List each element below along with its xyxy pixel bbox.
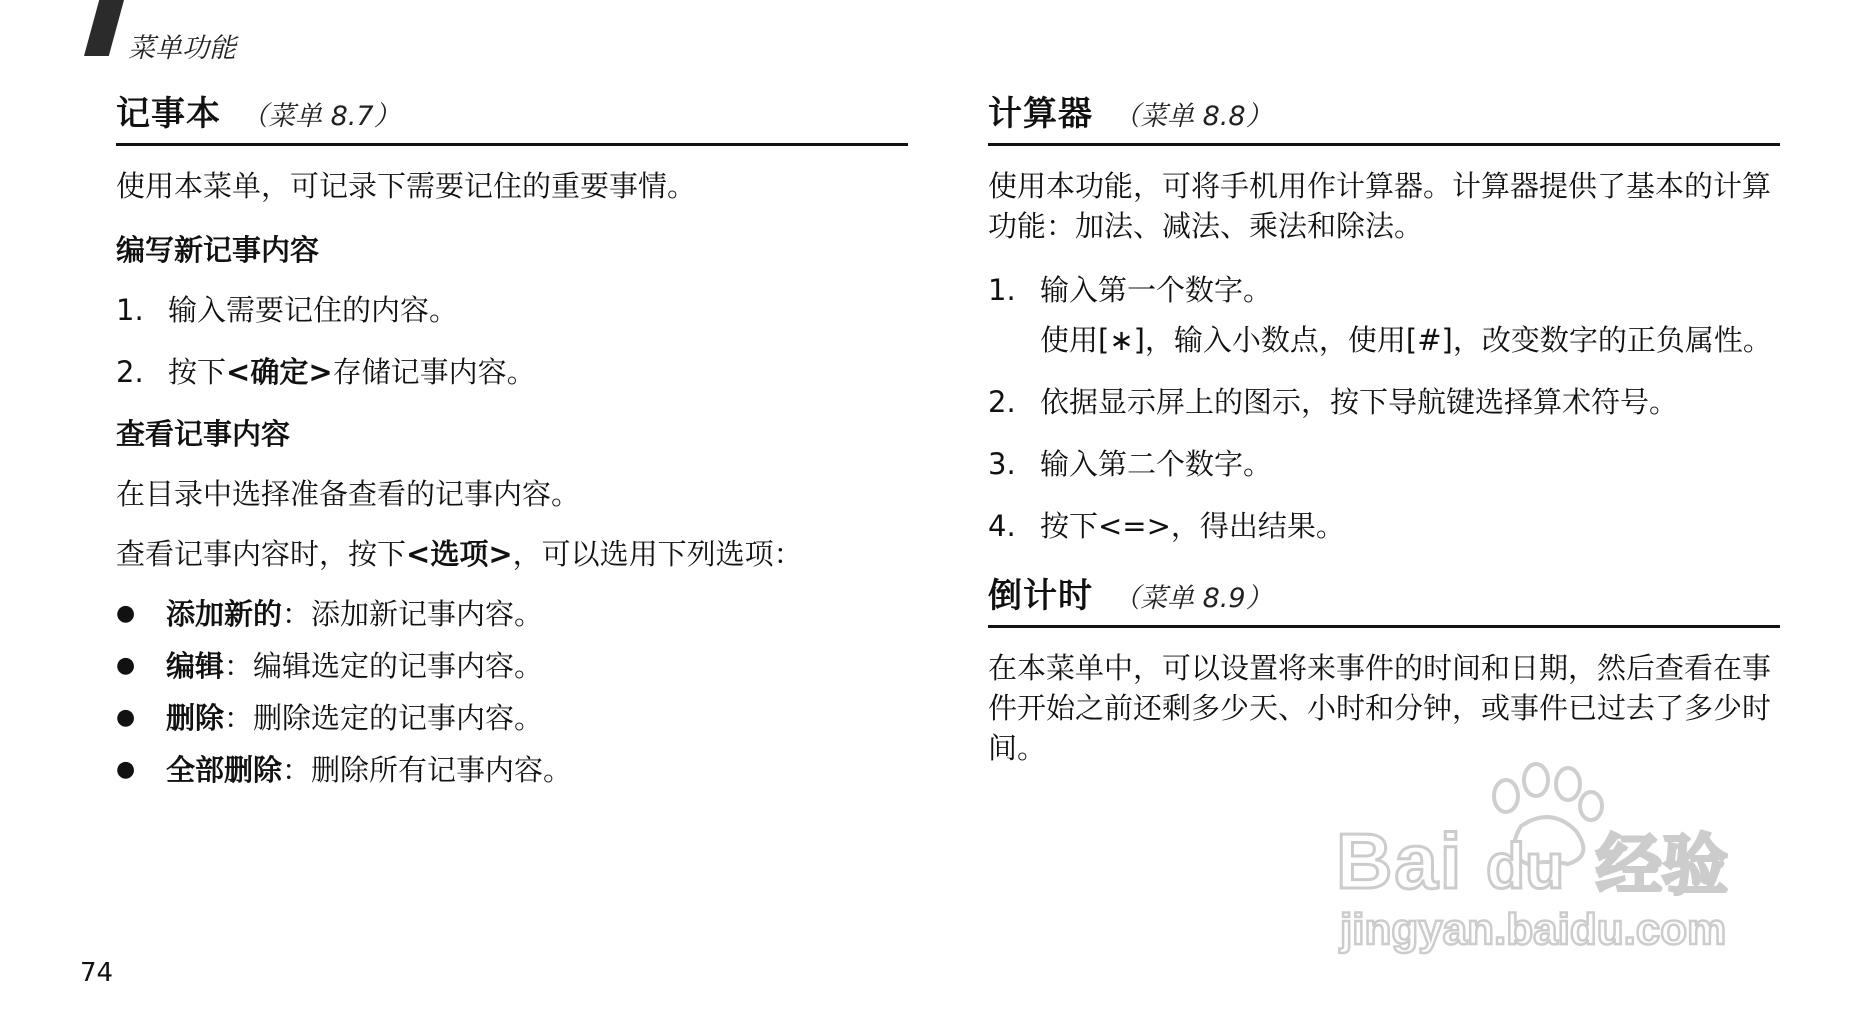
section-menu-number: （菜单 8.8）	[1113, 101, 1273, 132]
section-intro: 使用本功能，可将手机用作计算器。计算器提供了基本的计算功能：加法、减法、乘法和除法。	[988, 169, 1772, 243]
option-label: 添加新的	[166, 597, 283, 631]
paragraph-post: ，可以选用下列选项：	[512, 537, 803, 571]
running-head: 菜单功能	[128, 33, 236, 64]
svg-text:jingyan.baidu.com: jingyan.baidu.com	[1340, 905, 1727, 954]
list-item	[988, 270, 1780, 360]
option-desc: ：编辑选定的记事内容。	[224, 649, 544, 683]
step-text: 输入需要记住的内容。	[168, 293, 459, 327]
section-menu-number: （菜单 8.7）	[241, 101, 401, 132]
step-number: 4.	[988, 509, 1016, 543]
subheading-write: 编写新记事内容	[116, 233, 320, 267]
bullet-icon: ●	[116, 757, 136, 782]
list-item	[116, 750, 908, 790]
section-title: 记事本	[116, 94, 221, 134]
bullet-icon: ●	[116, 653, 136, 678]
key-label: <选项>	[406, 537, 513, 571]
step-number: 2.	[988, 385, 1016, 419]
step-number: 1.	[988, 273, 1016, 307]
option-label: 全部删除	[166, 753, 283, 787]
section-title: 倒计时	[988, 576, 1093, 616]
list-item	[988, 382, 1780, 422]
step-text: 输入第二个数字。	[1040, 447, 1273, 481]
bullet-icon: ●	[116, 705, 136, 730]
step-number: 3.	[988, 447, 1016, 481]
paragraph-pre: 查看记事内容时，按下	[116, 537, 407, 571]
option-label: 删除	[166, 701, 225, 735]
option-desc: ：删除所有记事内容。	[282, 753, 573, 787]
step-text-pre: 按下	[168, 355, 227, 389]
section-intro: 在本菜单中，可以设置将来事件的时间和日期，然后查看在事件开始之前还剩多少天、小时和分钟，或事件已过去了多少时间。	[988, 651, 1772, 765]
section-header-countdown	[988, 568, 1780, 628]
page-number: 74	[80, 958, 114, 988]
step-text	[168, 352, 908, 392]
left-column	[116, 86, 908, 802]
svg-text:du: du	[1486, 830, 1565, 902]
section-intro: 使用本菜单，可记录下需要记住的重要事情。	[116, 169, 697, 203]
right-column	[988, 86, 1780, 768]
section-menu-number: （菜单 8.9）	[1113, 583, 1273, 614]
list-item	[116, 698, 908, 738]
svg-text:Bai: Bai	[1336, 817, 1464, 905]
step-number: 2.	[116, 355, 144, 389]
bullet-icon: ●	[116, 601, 136, 626]
section-title: 计算器	[988, 94, 1093, 134]
step-text: 输入第一个数字。	[1040, 273, 1273, 307]
paragraph	[116, 534, 908, 574]
list-item	[116, 646, 908, 686]
section-header-calculator	[988, 86, 1780, 146]
corner-tab-decoration	[84, 0, 124, 56]
option-desc: ：添加新记事内容。	[282, 597, 544, 631]
step-text-post: 存储记事内容。	[332, 355, 536, 389]
list-item	[116, 352, 908, 392]
step-text: 按下<=>，得出结果。	[1040, 509, 1345, 543]
step-text: 依据显示屏上的图示，按下导航键选择算术符号。	[1040, 385, 1679, 419]
list-item	[988, 506, 1780, 546]
key-label: <确定>	[226, 355, 333, 389]
step-note: 使用[∗]，输入小数点，使用[#]，改变数字的正负属性。	[1040, 323, 1772, 357]
baidu-jingyan-watermark-logo	[1336, 746, 1776, 956]
section-header-memo	[116, 86, 908, 146]
list-item	[116, 290, 908, 330]
list-item	[116, 594, 908, 634]
paragraph: 在目录中选择准备查看的记事内容。	[116, 477, 581, 511]
list-item	[988, 444, 1780, 484]
svg-text:经验: 经验	[1596, 827, 1728, 904]
step-number: 1.	[116, 293, 144, 327]
option-desc: ：删除选定的记事内容。	[224, 701, 544, 735]
option-label: 编辑	[166, 649, 225, 683]
subheading-view: 查看记事内容	[116, 417, 291, 451]
